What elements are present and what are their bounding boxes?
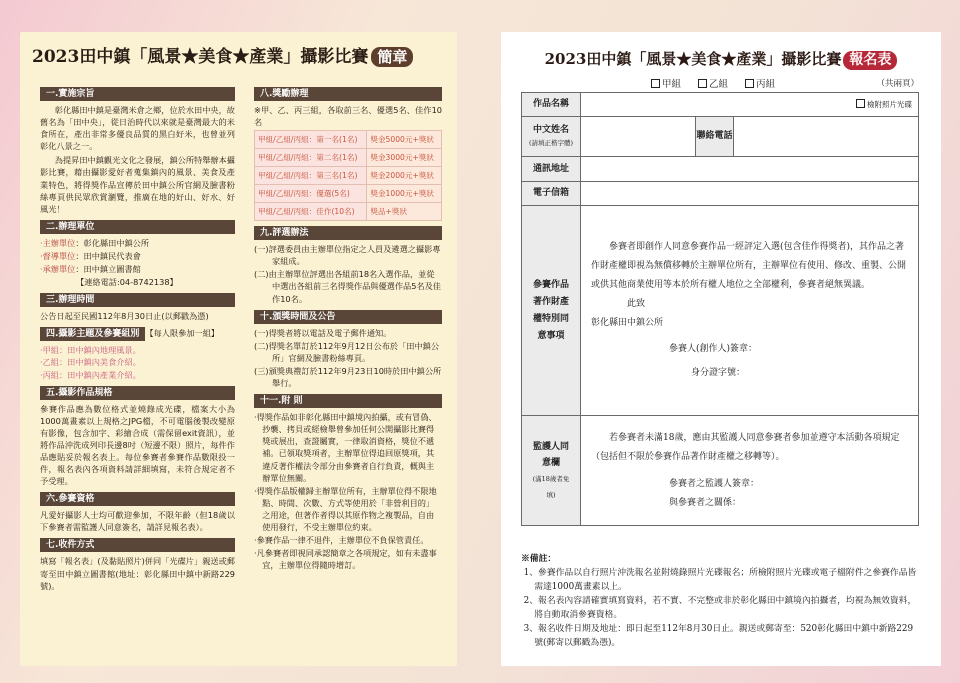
section-header-row: [40, 327, 235, 341]
group-selector: [651, 76, 789, 90]
form-title: 2023田中鎮「風景★美食★產業」攝影比賽 報名表: [501, 48, 941, 70]
field-label: 中文姓名 (請填正楷字體): [522, 117, 581, 157]
address-field[interactable]: [581, 157, 919, 182]
table-row: 甲組/乙組/丙組：第二名(1名) 獎金3000元+獎狀: [255, 149, 442, 167]
id-number-field[interactable]: 身分證字號：: [691, 368, 746, 378]
guardian-signature[interactable]: 參賽者之監護人簽章：: [669, 478, 760, 489]
table-row: 甲組/乙組/丙組：優選(5名) 獎金1000元+獎狀: [255, 185, 442, 203]
paragraph: 公告日起至民國112年8月30日止(以郵戳為憑): [40, 311, 209, 322]
paragraph: 填寫「報名表」(及黏貼照片)併同「光碟片」親送或郵寄至田中鎮立圖書館(地址：彰化縣田中鎮中新路229號)。: [40, 556, 235, 591]
checkbox-icon[interactable]: [698, 79, 707, 88]
note-item: 3、報名收件日期及地址：即日起至112年8月30日止。親送或郵寄至：520彰化縣田中鎮中新路229號(郵寄以郵戳為憑)。: [523, 624, 914, 648]
section-header: 一.實施宗旨: [40, 87, 235, 101]
section-header: 七.收件方式: [40, 538, 235, 552]
email-field[interactable]: [581, 182, 919, 206]
checkbox-icon[interactable]: [745, 79, 754, 88]
list-item: (一)評選委員由主辦單位指定之人員及遴選之攝影專家組成。: [254, 244, 441, 267]
section-header: 六.參賽資格: [40, 492, 235, 506]
note-item: 2、報名表內容請確實填寫資料，若不實、不完整或非於彰化縣田中鎮境內拍攝者，均視為無效資料，將自動取消參賽資格。: [523, 596, 917, 620]
list-item: ‧參賽作品一律不退件，主辦單位不負保管責任。: [254, 535, 429, 546]
paragraph: 參賽作品應為數位格式並燒錄成光碟，檔案大小為1000萬畫素以上規格之JPG檔，不可電腦後製改變原有影像，包含加字、彩繪合成（需保留exit資訊），並將作品沖洗成列印長邊8吋（短邊不限）照片，每件作品應貼妥於報名表上。每位參賽者參賽作品數限投一件，報名表內各項資料請詳細填寫，未符合規定者不予受理。: [40, 403, 235, 487]
list-item: (一)得獎者將以電話及電子郵件通知。: [254, 327, 392, 338]
guardian-consent: 若參賽者未滿18歲，應由其監護人同意參賽者參加並遵守本活動各項規定（包括但不限於參賽作品著作財產權之移轉等）。 參賽者之監護人簽章： 與參賽者之關係：: [581, 416, 919, 526]
paragraph: 為提昇田中鎮觀光文化之發展，鎮公所特舉辦本攝影比賽，藉由攝影愛好者蒐集鎮內的風景、美食及產業特色，將得獎作品宣傳於田中鎮公所官網及臉書粉絲專頁供民眾欣賞瀏覽，推廣在地的好山、好水、好風光！: [40, 155, 235, 214]
field-label: 聯絡電話: [696, 117, 734, 157]
chinese-name-field[interactable]: [581, 117, 696, 157]
paragraph: 凡愛好攝影人士均可歡迎參加，不限年齡（但18歲以下參賽者需監護人同意簽名，請詳見報名表）。: [40, 510, 235, 533]
section-header: 五.攝影作品規格: [40, 386, 235, 400]
paragraph: ※甲、乙、丙三組，各取前三名、優選5名、佳作10名: [254, 105, 442, 128]
registration-table: [521, 92, 919, 526]
page-count: （共兩頁）: [876, 79, 919, 89]
notes: [521, 552, 921, 650]
table-row: [522, 206, 919, 416]
cd-check[interactable]: 檢附照片光碟: [856, 99, 912, 110]
section-header: 八.獎勵辦理: [254, 87, 442, 101]
group-option-b[interactable]: 乙組: [698, 79, 728, 90]
group-option-a[interactable]: 甲組: [651, 79, 681, 90]
field-label: 通訊地址: [522, 157, 581, 182]
registration-form-page: [501, 32, 941, 666]
section-header: 九.評選辦法: [254, 226, 442, 240]
section-header: 三.辦理時間: [40, 293, 235, 307]
list-item: ‧得獎作品版權歸主辦單位所有，主辦單位得不限地點、時間、次數、方式等使用於「非營利目的」之用途，但著作者得以其原作物之複製品，自由使用發行，不受主辦單位約束。: [254, 485, 437, 532]
copyright-agreement: 參賽者即創作人同意參賽作品一經評定入選(包含佳作得獎者)，其作品之著作財產權即視為無償移轉於主辦單位所有，主辦單位有使用、修改、重製、公開或供其他商業使用等本於所有權人地位之全部權利，參賽者絕無異議。 此致 彰化縣田中鎮公所 參賽人(創作人)簽章： 身分證字號：: [581, 206, 919, 416]
group-option-c[interactable]: 丙組: [745, 79, 775, 90]
table-row: [522, 182, 919, 206]
brochure-badge: 簡章: [371, 47, 413, 67]
phone-field[interactable]: [734, 117, 919, 157]
brochure-column-right: [254, 82, 442, 572]
work-name-field[interactable]: [581, 93, 919, 117]
list-item: ‧甲組：田中鎮內地理風景。: [40, 345, 141, 356]
contact-phone: 【連絡電話:04-8742138】: [76, 277, 178, 288]
checkbox-icon[interactable]: [651, 79, 660, 88]
list-item: ‧得獎作品如非彰化縣田中鎮境內拍攝，或有冒偽、抄襲、拷貝或經檢舉曾參加任何公開攝影比賽得獎或展出，查證屬實，一律取消資格，獎位不遞補。已領取獎項者，主辦單位得追回原獎項，其違反著作權法令部分由參賽者自行負責，概與主辦單位無關。: [254, 412, 437, 483]
award-table: [254, 130, 442, 221]
org-row: ‧督導單位 ：田中鎮民代表會: [40, 250, 141, 261]
section-note: 【每人限參加一組】: [145, 328, 220, 339]
table-row: 甲組/乙組/丙組：第三名(1名) 獎金2000元+獎狀: [255, 167, 442, 185]
table-row: [522, 157, 919, 182]
brochure-page: [20, 32, 457, 666]
table-row: [522, 93, 919, 117]
list-item: (三)頒獎典禮訂於112年9月23日10時於田中鎮公所舉行。: [254, 365, 442, 389]
checkbox-icon[interactable]: [856, 99, 865, 108]
section-header: 十.頒獎時間及公告: [254, 310, 442, 324]
list-item: (二)由主辦單位評選出各組前18名入選作品，並從中選出各組前三名得獎作品與優選作品5名及佳作10名。: [254, 269, 441, 304]
field-label: 電子信箱: [522, 182, 581, 206]
table-row: [522, 117, 919, 157]
org-row: ‧主辦單位 ：彰化縣田中鎮公所: [40, 237, 150, 248]
participant-signature[interactable]: 參賽人(創作人)簽章：: [669, 344, 758, 354]
table-row: 甲組/乙組/丙組：佳作(10名) 獎品+獎狀: [255, 203, 442, 221]
form-badge: 報名表: [843, 51, 897, 70]
brochure-column-left: [40, 82, 235, 594]
section-header: 二.辦理單位: [40, 220, 235, 234]
list-item: ‧凡參賽者即視同承認簡章之各項規定，如有未盡事宜，主辦單位得隨時增訂。: [254, 548, 437, 571]
section-header: 四.攝影主題及參賽組別: [40, 327, 145, 341]
table-row: 甲組/乙組/丙組：第一名(1名) 獎金5000元+獎狀: [255, 131, 442, 149]
field-label: 作品名稱: [522, 93, 581, 117]
field-label: 參賽作品著作財產權特別同意事項: [522, 206, 581, 416]
notes-title: ※備註：: [521, 554, 557, 564]
paragraph: 彰化縣田中鎮是臺灣米倉之鄉，位於水田中央，故舊名為「田中央」，從日治時代以來就是臺灣最大的米食所在，產出非常多優良品質的黑白好米，也曾並列彰化八景之一。: [40, 105, 235, 152]
table-row: [522, 416, 919, 526]
brochure-title: 2023田中鎮「風景★美食★產業」攝影比賽 簡章: [32, 42, 444, 67]
org-row: ‧承辦單位 ：田中鎮立圖書館: [40, 264, 141, 275]
list-item: ‧乙組：田中鎮內美食介紹。: [40, 357, 141, 368]
section-header: 十一.附 則: [254, 394, 442, 408]
relationship-field[interactable]: 與參賽者之關係：: [669, 497, 742, 508]
field-label: 監護人同意欄 (滿18歲者免填): [522, 416, 581, 526]
list-item: (二)得獎名單訂於112年9月12日公布於「田中鎮公所」官網及臉書粉絲專頁。: [254, 340, 440, 363]
list-item: ‧丙組：田中鎮內產業介紹。: [40, 369, 141, 380]
note-item: 1、參賽作品以自行照片沖洗報名並附燒錄照片光碟報名；所檢附照片光碟或電子檔附件之參賽作品皆需達1000萬畫素以上。: [523, 568, 917, 592]
